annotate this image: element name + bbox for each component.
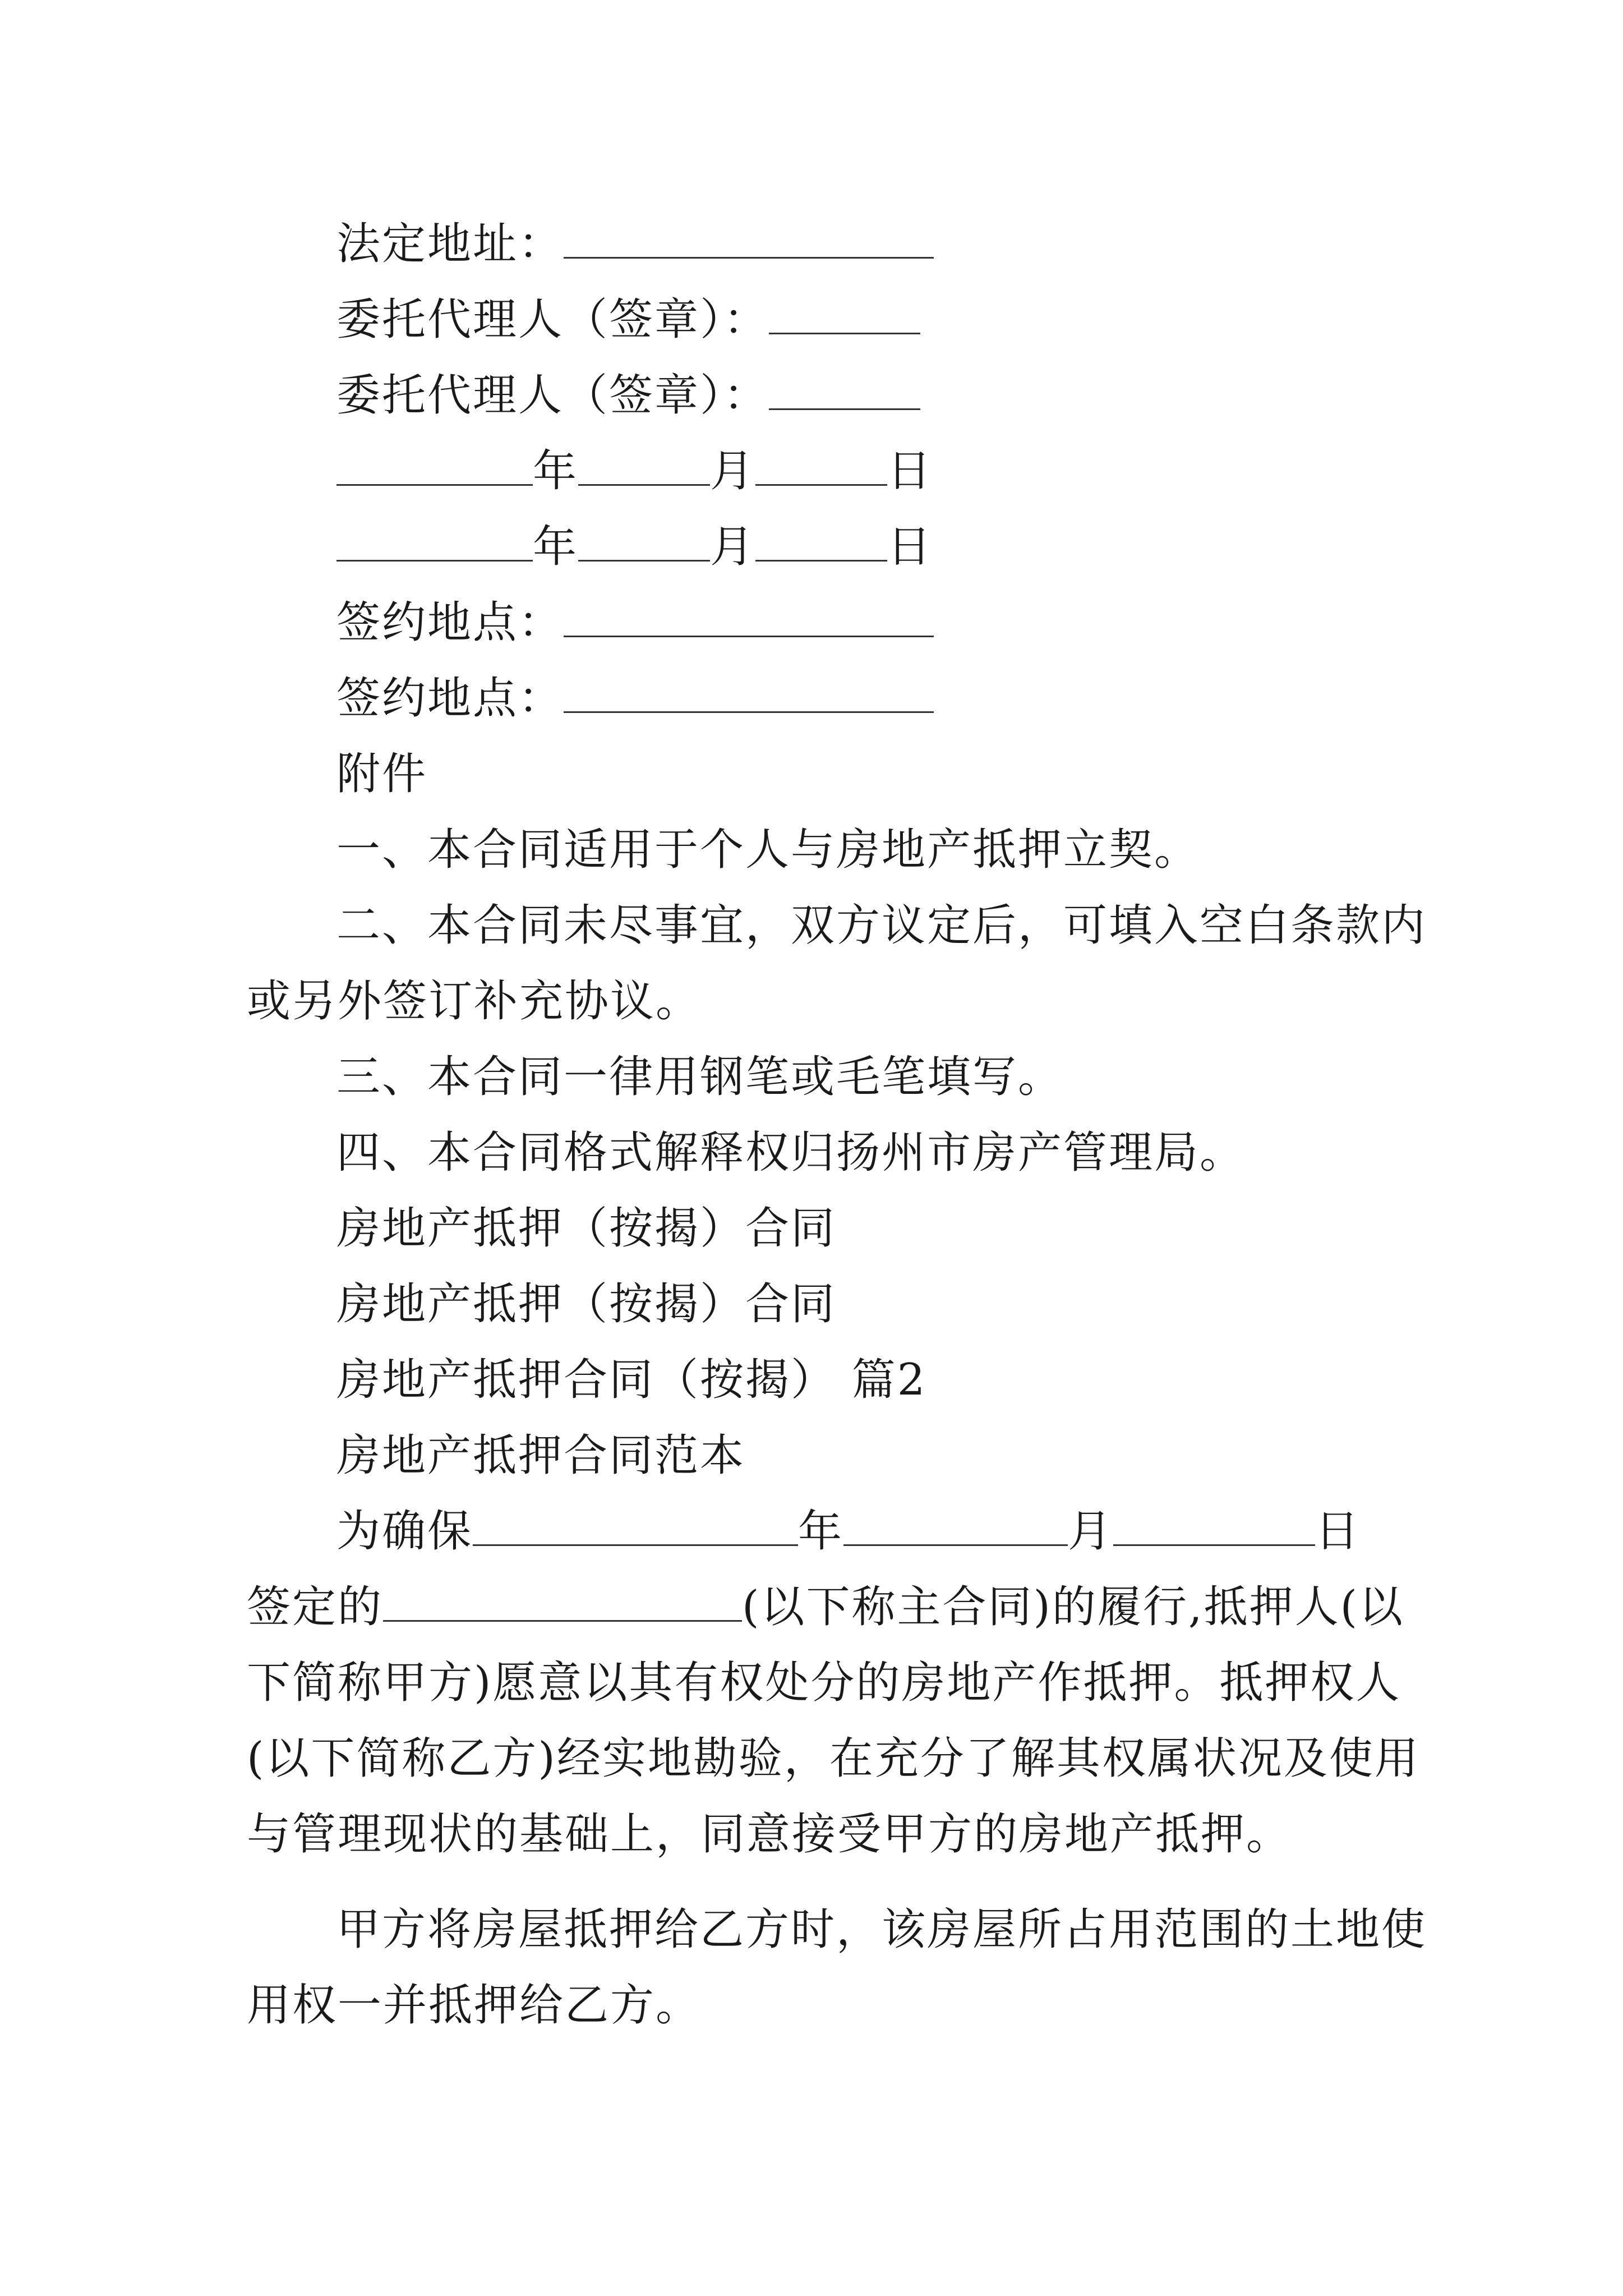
p1-year-label: 年 <box>798 1506 844 1557</box>
paragraph-2-line-2: 用权一并抵押给乙方。 <box>247 1980 702 2031</box>
date2-day-blank[interactable] <box>755 521 887 562</box>
p1-blank-1[interactable] <box>473 1505 798 1546</box>
p1-blank-month[interactable] <box>843 1505 1068 1546</box>
contract-template-title: 房地产抵押合同范本 <box>336 1430 746 1481</box>
signing-place-line-1 <box>336 595 934 651</box>
agent-signature-blank-2[interactable] <box>769 369 920 410</box>
date1-month-label: 月 <box>710 446 756 496</box>
date1-day-blank[interactable] <box>755 445 887 486</box>
legal-address-line <box>336 216 934 272</box>
signing-place-line-2 <box>336 670 934 726</box>
date-line-2 <box>336 519 933 575</box>
section-heading-part-2: 房地产抵押合同（按揭） 篇2 <box>336 1355 927 1405</box>
agent-signature-label-1: 委托代理人（签章）： <box>336 295 769 345</box>
paragraph-1-line-3: 下简称甲方)愿意以其有权处分的房地产作抵押。抵押权人 <box>247 1658 1401 1708</box>
p1-month-label: 月 <box>1068 1506 1114 1557</box>
paragraph-1-line-1 <box>336 1503 1361 1559</box>
signing-place-label-2: 签约地点： <box>336 673 564 724</box>
date2-month-blank[interactable] <box>578 521 710 562</box>
note-item-2-line-2: 或另外签订补充协议。 <box>247 976 702 1027</box>
note-item-3: 三、本合同一律用钢笔或毛笔填写。 <box>336 1052 1064 1102</box>
date-line-1 <box>336 443 933 499</box>
p1-blank-day[interactable] <box>1113 1505 1315 1546</box>
date2-month-label: 月 <box>710 522 756 572</box>
p1-contract-blank[interactable] <box>383 1581 742 1622</box>
date2-day-label: 日 <box>887 522 933 572</box>
attachment-heading: 附件 <box>336 749 428 799</box>
note-item-2-line-1: 二、本合同未尽事宜，双方议定后，可填入空白条款内 <box>336 900 1427 951</box>
signing-place-label-1: 签约地点： <box>336 597 564 648</box>
legal-address-label: 法定地址： <box>336 219 564 269</box>
paragraph-1-line-5: 与管理现状的基础上，同意接受甲方的房地产抵押。 <box>247 1809 1292 1860</box>
paragraph-1-line-4: (以下简称乙方)经实地勘验，在充分了解其权属状况及使用 <box>247 1733 1420 1784</box>
agent-signature-line-1 <box>336 292 920 348</box>
note-item-4: 四、本合同格式解释权归扬州市房产管理局。 <box>336 1128 1246 1178</box>
paragraph-2-line-1: 甲方将房屋抵押给乙方时，该房屋所占用范围的土地使 <box>336 1904 1427 1955</box>
legal-address-blank[interactable] <box>564 218 934 259</box>
date1-month-blank[interactable] <box>578 445 710 486</box>
agent-signature-line-2 <box>336 367 920 424</box>
date2-year-blank[interactable] <box>336 521 533 562</box>
signing-place-blank-2[interactable] <box>564 672 934 713</box>
note-item-1: 一、本合同适用于个人与房地产抵押立契。 <box>336 825 1200 875</box>
contract-title-2: 房地产抵押（按揭）合同 <box>336 1279 837 1329</box>
date2-year-label: 年 <box>533 522 579 572</box>
paragraph-1-line-2 <box>247 1579 1404 1635</box>
agent-signature-label-2: 委托代理人（签章）： <box>336 370 769 421</box>
date1-day-label: 日 <box>887 446 933 496</box>
p1-signed-text: 签定的 <box>247 1582 384 1632</box>
signing-place-blank-1[interactable] <box>564 596 934 637</box>
date1-year-label: 年 <box>533 446 579 496</box>
p1-start-text: 为确保 <box>336 1506 473 1557</box>
p1-main-contract-text: (以下称主合同)的履行,抵押人(以 <box>742 1582 1405 1632</box>
p1-day-label: 日 <box>1315 1506 1361 1557</box>
contract-title-1: 房地产抵押（按揭）合同 <box>336 1203 837 1254</box>
agent-signature-blank-1[interactable] <box>769 293 920 334</box>
date1-year-blank[interactable] <box>336 445 533 486</box>
